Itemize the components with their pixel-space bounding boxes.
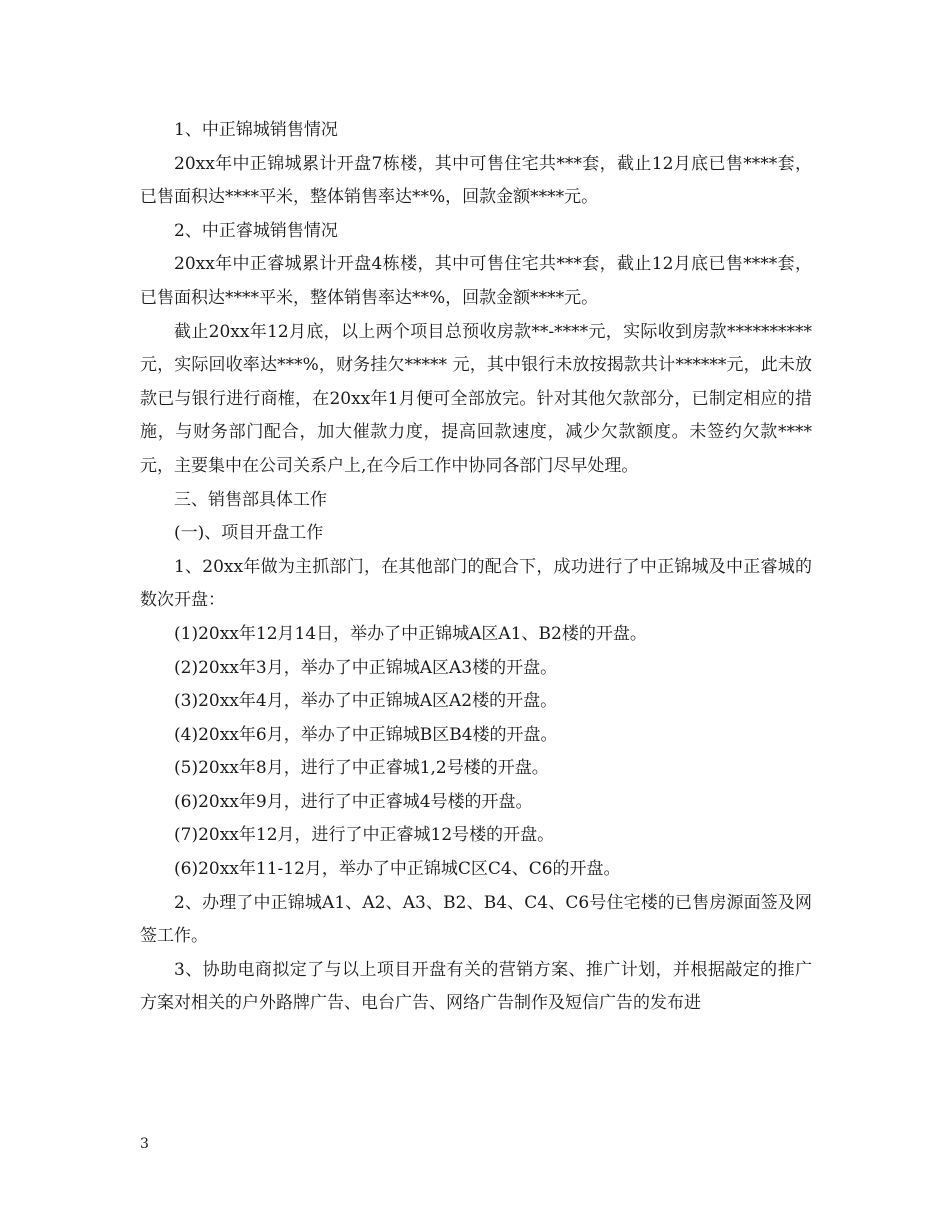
heading-sales-dept-work: 三、销售部具体工作 <box>174 489 327 510</box>
list-item-opening-5: (5)20xx年8月，进行了中正睿城1,2号楼的开盘。 <box>174 758 549 779</box>
paragraph-payment-summary: 截止20xx年12月底，以上两个项目总预收房款**-****元，实际收到房款**********元，实际回收率达***%，财务挂欠***** 元，其中银行未放按揭款共计******元，此未放款已与银行进行商榷，在20xx年1月便可全部放完。针对其他欠款部分，已制定相应的措施，与财务部门配合，加大催款力度，提高回款速度，减少欠款额度。未签约欠款****元，主要集中在公司关系户上,在今后工作中协同各部门尽早处理。 <box>140 321 812 476</box>
paragraph-contract-signing: 2、办理了中正锦城A1、A2、A3、B2、B4、C4、C6号住宅楼的已售房源面签及网签工作。 <box>140 892 812 947</box>
list-item-opening-3: (3)20xx年4月，举办了中正锦城A区A2楼的开盘。 <box>174 691 558 712</box>
list-item-opening-7: (7)20xx年12月，进行了中正睿城12号楼的开盘。 <box>174 825 555 846</box>
heading-project-opening: (一)、项目开盘工作 <box>174 523 324 544</box>
list-item-opening-4: (4)20xx年6月，举办了中正锦城B区B4楼的开盘。 <box>174 724 558 745</box>
list-item-opening-2: (2)20xx年3月，举办了中正锦城A区A3楼的开盘。 <box>174 657 558 678</box>
document-body <box>140 114 812 1021</box>
list-item-opening-6: (6)20xx年9月，进行了中正睿城4号楼的开盘。 <box>174 791 533 812</box>
paragraph-marketing-plan: 3、协助电商拟定了与以上项目开盘有关的营销方案、推广计划，并根据敲定的推广方案对相关的户外路牌广告、电台广告、网络广告制作及短信广告的发布进 <box>140 959 812 1014</box>
paragraph-opening-intro: 1、20xx年做为主抓部门，在其他部门的配合下，成功进行了中正锦城及中正睿城的数次开盘： <box>140 556 812 611</box>
list-item-opening-8: (6)20xx年11-12月，举办了中正锦城C区C4、C6的开盘。 <box>174 859 621 880</box>
heading-jincheng-sales: 1、中正锦城销售情况 <box>174 120 338 140</box>
paragraph-ruicheng-sales: 20xx年中正睿城累计开盘4栋楼，其中可售住宅共***套，截止12月底已售****套，已售面积达****平米，整体销售率达**%，回款金额****元。 <box>140 254 812 308</box>
paragraph-jincheng-sales: 20xx年中正锦城累计开盘7栋楼，其中可售住宅共***套，截止12月底已售****套，已售面积达****平米，整体销售率达**%，回款金额****元。 <box>140 153 812 208</box>
list-item-opening-1: (1)20xx年12月14日，举办了中正锦城A区A1、B2楼的开盘。 <box>174 623 647 644</box>
heading-ruicheng-sales: 2、中正睿城销售情况 <box>174 220 338 241</box>
page-number: 3 <box>140 1136 149 1152</box>
